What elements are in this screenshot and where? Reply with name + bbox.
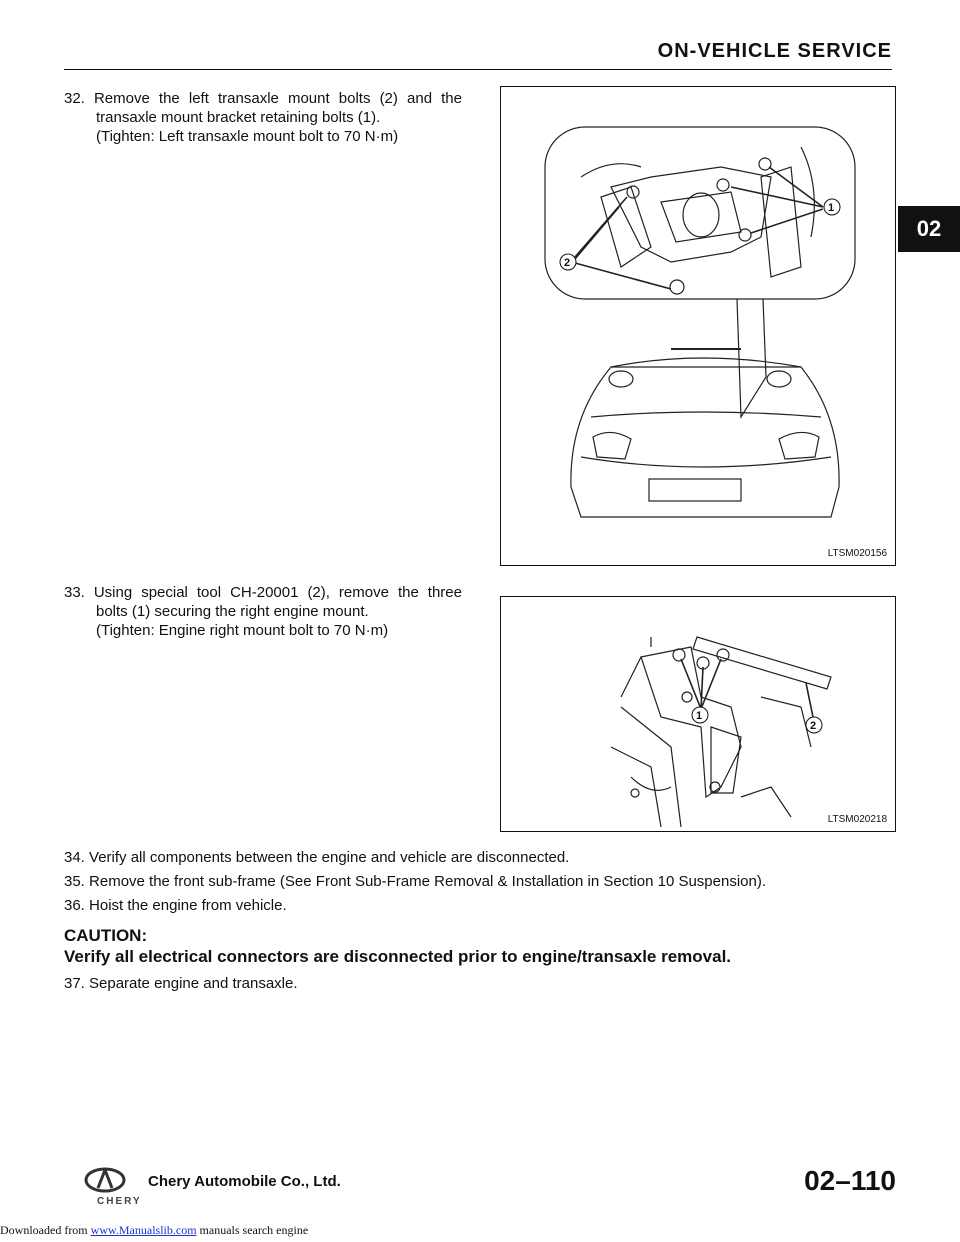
step-33-line-1: 33. Using special tool CH-20001 (2), remove the three (64, 584, 462, 601)
figure-2-callout-1: 1 (696, 710, 703, 722)
step-35: 35. Remove the front sub-frame (See Front Sub-Frame Removal & Installation in Section 10 Suspension). (64, 873, 767, 890)
bolt-1a (673, 649, 685, 661)
step-33 (64, 583, 462, 640)
bolt-2b (670, 280, 684, 294)
header-rule (64, 69, 892, 70)
caution-title: CAUTION: (64, 926, 148, 945)
manualslib-link[interactable]: www.Manualslib.com (90, 1223, 197, 1237)
step-32-line-1: 32. Remove the left transaxle mount bolts (2) and the (64, 90, 462, 107)
section-tab: 02 (898, 206, 960, 252)
step-37: 37. Separate engine and transaxle. (64, 975, 298, 992)
bolt-1b (759, 158, 771, 170)
figure-2-callout-2: 2 (810, 720, 817, 732)
figure-1-callout-2: 2 (564, 257, 571, 269)
caution-text: Verify all electrical connectors are disconnected prior to engine/transaxle removal. (64, 947, 732, 966)
mount-bracket-shape (611, 167, 771, 262)
figure-2-illustration (501, 597, 895, 831)
download-prefix: Downloaded from (0, 1223, 91, 1237)
bolt-1c (717, 649, 729, 661)
special-tool (693, 637, 831, 689)
step-33-line-2: bolts (1) securing the right engine mount. (96, 603, 369, 620)
step-33-line-3: (Tighten: Engine right mount bolt to 70 N·m) (96, 622, 389, 639)
figure-1-illustration (501, 87, 895, 565)
download-suffix: manuals search engine (196, 1223, 309, 1237)
step-34: 34. Verify all components between the engine and vehicle are disconnected. (64, 849, 570, 866)
chery-logo-text: CHERY (97, 1196, 142, 1207)
download-notice (0, 1223, 308, 1238)
car-body (571, 367, 839, 517)
step-36: 36. Hoist the engine from vehicle. (64, 897, 287, 914)
figure-2-id: LTSM020218 (827, 814, 887, 825)
figure-right-engine-mount (500, 596, 896, 832)
step-32-line-3: (Tighten: Left transaxle mount bolt to 70 N·m) (96, 128, 399, 145)
figure-1-callout-1: 1 (828, 202, 835, 214)
step-32-line-2: transaxle mount bracket retaining bolts (1). (96, 109, 381, 126)
license-plate (649, 479, 741, 501)
figure-1-id: LTSM020156 (827, 548, 887, 559)
page-number: 02–110 (804, 1165, 896, 1196)
footer-company: Chery Automobile Co., Ltd. (148, 1173, 341, 1190)
bolt-1c (739, 229, 751, 241)
figure-left-transaxle-mount (500, 86, 896, 566)
step-32 (64, 89, 462, 146)
bolt-1a (717, 179, 729, 191)
page-header-title: ON-VEHICLE SERVICE (657, 40, 892, 62)
